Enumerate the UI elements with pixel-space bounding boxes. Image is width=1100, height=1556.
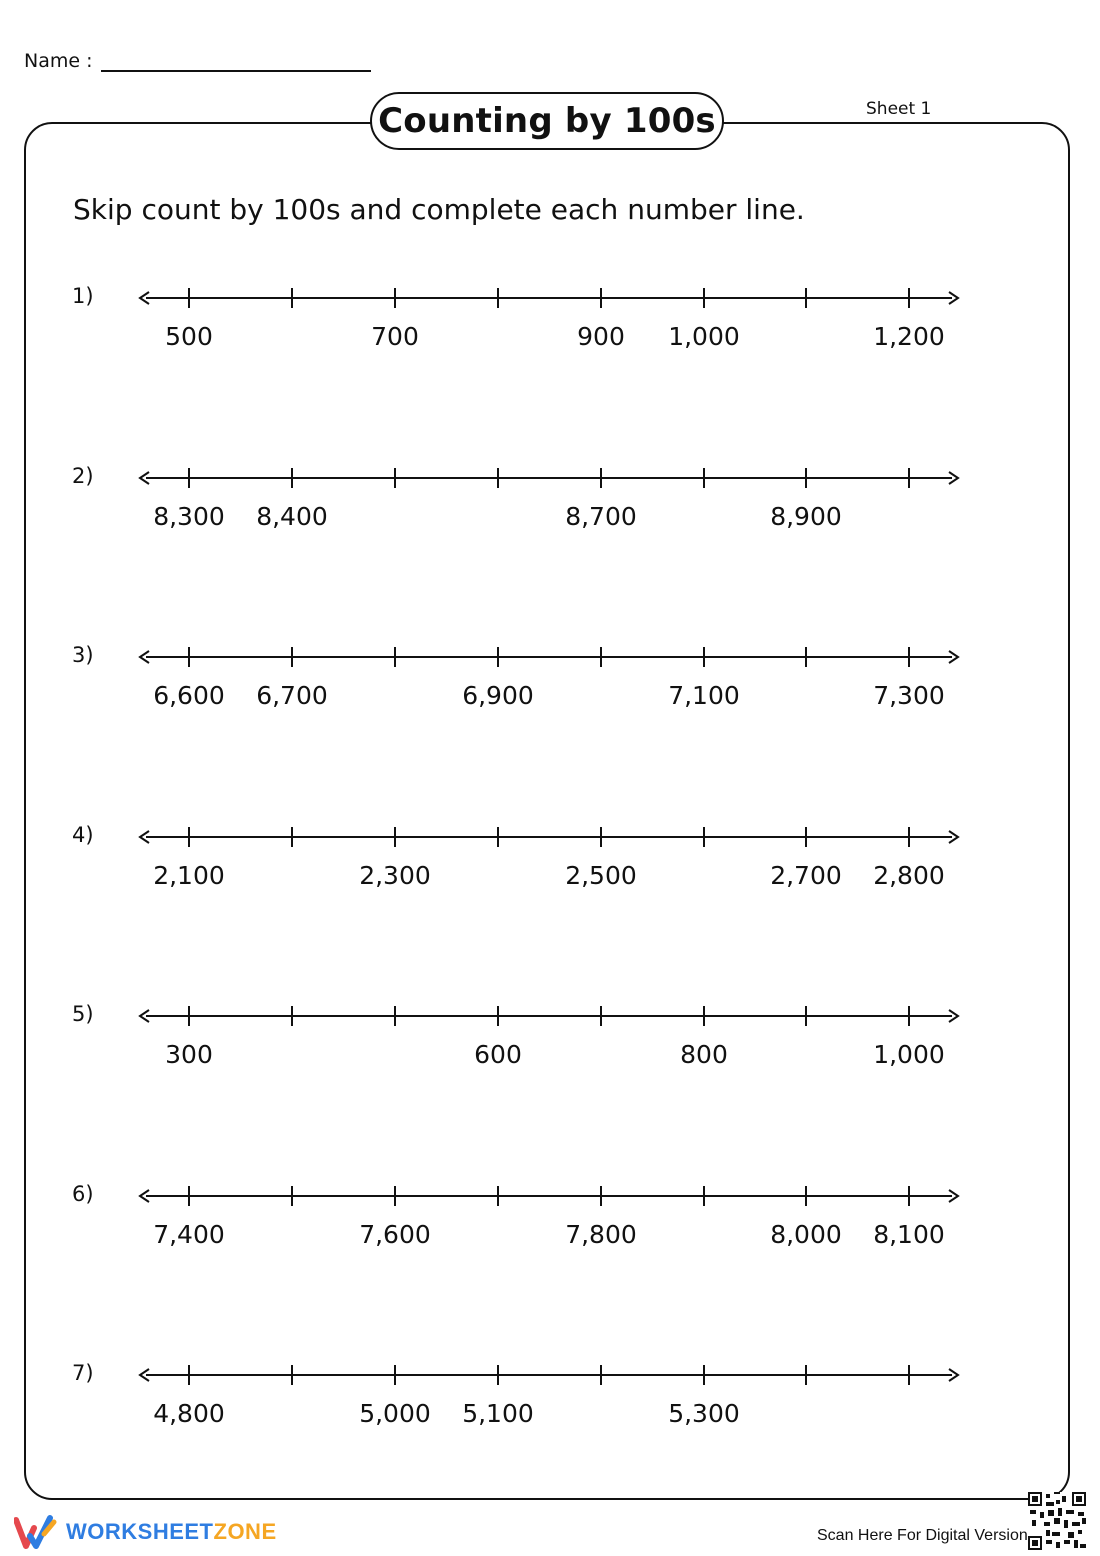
number-line xyxy=(0,1186,1100,1206)
problem-4 xyxy=(0,823,1100,947)
number-line xyxy=(0,827,1100,847)
tick-label: 8,400 xyxy=(256,502,328,531)
tick-label: 800 xyxy=(680,1040,728,1069)
tick-label: 300 xyxy=(165,1040,213,1069)
problem-7 xyxy=(0,1361,1100,1485)
name-field-row xyxy=(24,46,371,72)
tick-label: 5,100 xyxy=(462,1399,534,1428)
tick-label: 8,100 xyxy=(873,1220,945,1249)
tick-label: 7,300 xyxy=(873,681,945,710)
worksheetzone-wordmark xyxy=(66,1519,277,1545)
tick-label: 4,800 xyxy=(153,1399,225,1428)
name-blank-line[interactable] xyxy=(101,46,371,72)
worksheetzone-w-icon xyxy=(14,1514,60,1550)
scan-here-text: Scan Here For Digital Version xyxy=(817,1527,1028,1544)
name-label: Name : xyxy=(24,50,93,72)
tick-label: 8,000 xyxy=(770,1220,842,1249)
problem-number: 1) xyxy=(72,284,94,308)
tick-label: 8,900 xyxy=(770,502,842,531)
tick-label: 8,300 xyxy=(153,502,225,531)
problem-number: 5) xyxy=(72,1002,94,1026)
brand-suffix: ZONE xyxy=(213,1519,277,1544)
worksheet-title: Counting by 100s xyxy=(378,101,716,141)
tick-label: 600 xyxy=(474,1040,522,1069)
instructions-text: Skip count by 100s and complete each number line. xyxy=(73,193,805,226)
number-line xyxy=(0,1006,1100,1026)
tick-label: 7,800 xyxy=(565,1220,637,1249)
problem-1 xyxy=(0,284,1100,408)
tick-label: 2,500 xyxy=(565,861,637,890)
problem-6 xyxy=(0,1182,1100,1306)
tick-label: 7,400 xyxy=(153,1220,225,1249)
tick-label: 1,000 xyxy=(668,322,740,351)
problem-number: 4) xyxy=(72,823,94,847)
worksheet-title-pill xyxy=(370,92,724,150)
number-line xyxy=(0,288,1100,308)
tick-label: 5,300 xyxy=(668,1399,740,1428)
problem-number: 3) xyxy=(72,643,94,667)
tick-label: 8,700 xyxy=(565,502,637,531)
qr-code-icon[interactable] xyxy=(1028,1492,1086,1550)
problem-number: 7) xyxy=(72,1361,94,1385)
tick-label: 5,000 xyxy=(359,1399,431,1428)
tick-label: 6,900 xyxy=(462,681,534,710)
problem-3 xyxy=(0,643,1100,767)
tick-label: 2,800 xyxy=(873,861,945,890)
number-line xyxy=(0,1365,1100,1385)
tick-label: 6,600 xyxy=(153,681,225,710)
tick-label: 1,000 xyxy=(873,1040,945,1069)
number-line xyxy=(0,647,1100,667)
tick-label: 1,200 xyxy=(873,322,945,351)
tick-label: 2,700 xyxy=(770,861,842,890)
worksheetzone-logo xyxy=(14,1514,277,1550)
tick-label: 2,100 xyxy=(153,861,225,890)
tick-label: 500 xyxy=(165,322,213,351)
tick-label: 900 xyxy=(577,322,625,351)
tick-label: 700 xyxy=(371,322,419,351)
tick-label: 7,600 xyxy=(359,1220,431,1249)
problem-5 xyxy=(0,1002,1100,1126)
number-line xyxy=(0,468,1100,488)
sheet-label: Sheet 1 xyxy=(866,99,932,119)
problem-number: 6) xyxy=(72,1182,94,1206)
brand-prefix: WORKSHEET xyxy=(66,1519,214,1544)
tick-label: 7,100 xyxy=(668,681,740,710)
problem-2 xyxy=(0,464,1100,588)
problem-number: 2) xyxy=(72,464,94,488)
tick-label: 6,700 xyxy=(256,681,328,710)
tick-label: 2,300 xyxy=(359,861,431,890)
